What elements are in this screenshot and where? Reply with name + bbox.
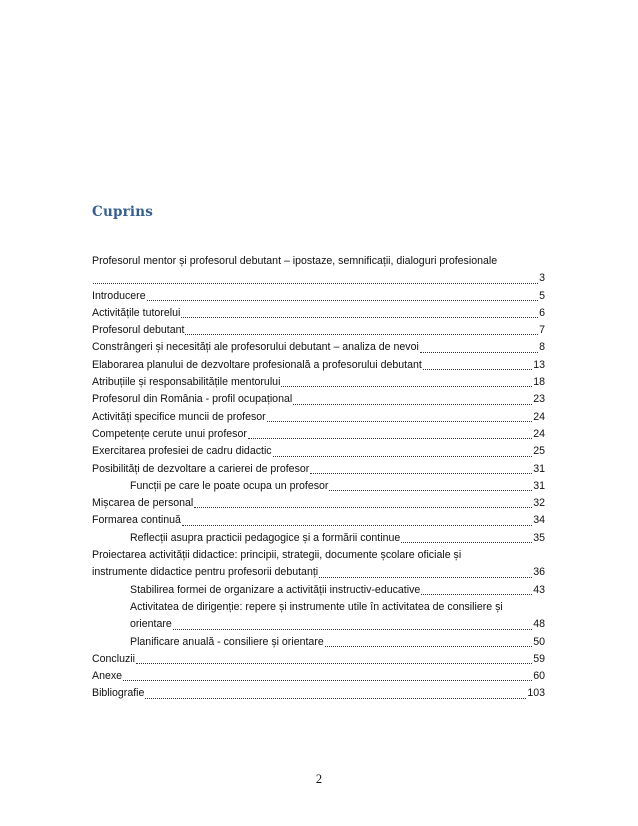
toc-page-number: 50 xyxy=(533,635,545,648)
toc-page-number: 35 xyxy=(533,531,545,544)
toc-entry-label: Stabilirea formei de organizare a activității instructiv-educative xyxy=(130,583,421,596)
toc-entry-row xyxy=(130,616,545,633)
toc-entry[interactable] xyxy=(92,357,545,374)
toc-entry-row xyxy=(92,305,545,322)
table-of-contents xyxy=(92,253,545,703)
toc-entry-label: orientare xyxy=(130,618,172,631)
toc-page-number: 31 xyxy=(533,462,545,475)
toc-entry-line: Profesorul mentor și profesorul debutant – ipostaze, semnificații, dialoguri profesionale xyxy=(92,255,498,267)
toc-entry-label: Profesorul din România - profil ocupațional xyxy=(92,393,293,406)
dot-leader xyxy=(319,576,532,578)
toc-page-number: 5 xyxy=(539,289,545,302)
dot-leader xyxy=(123,679,532,681)
toc-entry-row xyxy=(130,478,545,495)
toc-entry-label: Funcții pe care le poate ocupa un profesor xyxy=(130,479,329,492)
dot-leader xyxy=(194,506,532,508)
dot-leader xyxy=(281,385,532,387)
toc-page-number: 60 xyxy=(533,670,545,683)
toc-entry-label: Mișcarea de personal xyxy=(92,497,194,510)
toc-entry-row xyxy=(92,288,545,305)
dot-leader xyxy=(293,403,532,405)
dot-leader xyxy=(421,593,532,595)
toc-page-number: 24 xyxy=(533,410,545,423)
toc-entry-row xyxy=(92,512,545,529)
toc-entry-row xyxy=(92,651,545,668)
dot-leader xyxy=(420,351,538,353)
toc-entry-row xyxy=(92,685,545,702)
toc-entry[interactable] xyxy=(92,651,545,668)
toc-page-number: 103 xyxy=(527,687,545,700)
toc-entry[interactable] xyxy=(92,495,545,512)
toc-page-number: 25 xyxy=(533,445,545,458)
toc-entry[interactable] xyxy=(92,322,545,339)
dot-leader xyxy=(145,697,526,699)
toc-entry-label: Planificare anuală - consiliere și orientare xyxy=(130,635,324,648)
dot-leader xyxy=(267,420,533,422)
toc-entry-label: Activitățile tutorelui xyxy=(92,306,181,319)
toc-entry[interactable] xyxy=(92,582,545,599)
toc-entry-label: instrumente didactice pentru profesorii debutanți xyxy=(92,566,319,579)
dot-leader xyxy=(401,541,532,543)
toc-entry[interactable] xyxy=(92,409,545,426)
toc-entry-label: Atribuțiile și responsabilitățile mentorului xyxy=(92,376,281,389)
dot-leader xyxy=(248,437,532,439)
toc-page-number: 32 xyxy=(533,497,545,510)
toc-entry-label: Activități specifice muncii de profesor xyxy=(92,410,266,423)
toc-entry-label: Elaborarea planului de dezvoltare profesională a profesorului debutant xyxy=(92,358,422,371)
toc-page-number: 3 xyxy=(539,272,545,285)
dot-leader xyxy=(325,645,532,647)
dot-leader xyxy=(182,524,532,526)
toc-entry-row xyxy=(92,322,545,339)
toc-entry-row xyxy=(130,634,545,651)
dot-leader xyxy=(185,333,538,335)
toc-page-number: 7 xyxy=(539,324,545,337)
toc-entry[interactable] xyxy=(92,374,545,391)
toc-entry[interactable] xyxy=(92,685,545,702)
toc-page-number: 43 xyxy=(533,583,545,596)
toc-entry-label: Formarea continuă xyxy=(92,514,181,527)
toc-entry-row xyxy=(92,443,545,460)
page-number: 2 xyxy=(315,772,323,786)
toc-entry[interactable] xyxy=(92,339,545,356)
toc-entry-row xyxy=(92,270,545,287)
toc-page-number: 48 xyxy=(533,618,545,631)
toc-title: Cuprins xyxy=(92,204,154,220)
toc-entry-row xyxy=(92,461,545,478)
toc-page-number: 36 xyxy=(533,566,545,579)
toc-entry[interactable] xyxy=(92,547,545,582)
toc-entry[interactable] xyxy=(92,426,545,443)
toc-entry-label: Profesorul debutant xyxy=(92,324,185,337)
toc-entry[interactable] xyxy=(92,599,545,634)
toc-entry[interactable] xyxy=(92,443,545,460)
dot-leader xyxy=(310,472,532,474)
toc-entry-label: Exercitarea profesiei de cadru didactic xyxy=(92,445,272,458)
dot-leader xyxy=(147,299,539,301)
dot-leader xyxy=(329,489,532,491)
toc-entry-label: Bibliografie xyxy=(92,687,145,700)
toc-entry-line: Activitatea de dirigenție: repere și instrumente utile în activitatea de consiliere și xyxy=(130,600,503,613)
toc-entry-label: Reflecții asupra practicii pedagogice și a formării continue xyxy=(130,531,401,544)
toc-entry[interactable] xyxy=(92,634,545,651)
toc-entry[interactable] xyxy=(92,530,545,547)
dot-leader xyxy=(173,628,532,630)
toc-entry-row xyxy=(130,530,545,547)
toc-entry-row xyxy=(130,582,545,599)
toc-page-number: 31 xyxy=(533,479,545,492)
toc-entry[interactable] xyxy=(92,512,545,529)
toc-entry-row xyxy=(92,668,545,685)
dot-leader xyxy=(423,368,532,370)
toc-entry[interactable] xyxy=(92,391,545,408)
toc-entry-row xyxy=(92,564,545,581)
toc-page-number: 59 xyxy=(533,652,545,665)
toc-entry[interactable] xyxy=(92,668,545,685)
toc-page-number: 23 xyxy=(533,393,545,406)
toc-entry-row xyxy=(92,339,545,356)
toc-entry-label: Competențe cerute unui profesor xyxy=(92,427,247,440)
dot-leader xyxy=(273,455,533,457)
toc-entry-label: Introducere xyxy=(92,289,146,302)
toc-entry-label: Anexe xyxy=(92,670,123,683)
toc-entry-row xyxy=(92,357,545,374)
toc-entry[interactable] xyxy=(92,461,545,478)
toc-entry-line: Proiectarea activității didactice: principii, strategii, documente școlare oficiale și xyxy=(92,549,462,562)
toc-page-number: 6 xyxy=(539,306,545,319)
toc-entry-label: Concluzii xyxy=(92,652,135,665)
toc-page-number: 34 xyxy=(533,514,545,527)
toc-page-number: 8 xyxy=(539,341,545,354)
toc-entry-row xyxy=(92,495,545,512)
toc-entry-row xyxy=(92,426,545,443)
toc-entry-label: Constrângeri și necesități ale profesorului debutant – analiza de nevoi xyxy=(92,341,419,354)
dot-leader xyxy=(93,282,538,284)
toc-page-number: 18 xyxy=(533,376,545,389)
dot-leader xyxy=(136,662,532,664)
toc-page-number: 24 xyxy=(533,427,545,440)
toc-entry-row xyxy=(92,374,545,391)
toc-entry-label: Posibilități de dezvoltare a carierei de profesor xyxy=(92,462,310,475)
toc-page-number: 13 xyxy=(533,358,545,371)
toc-entry[interactable] xyxy=(92,288,545,305)
dot-leader xyxy=(181,316,538,318)
toc-entry[interactable] xyxy=(92,305,545,322)
toc-entry-row xyxy=(92,391,545,408)
toc-entry-row xyxy=(92,409,545,426)
toc-entry[interactable] xyxy=(92,253,545,288)
toc-entry[interactable] xyxy=(92,478,545,495)
